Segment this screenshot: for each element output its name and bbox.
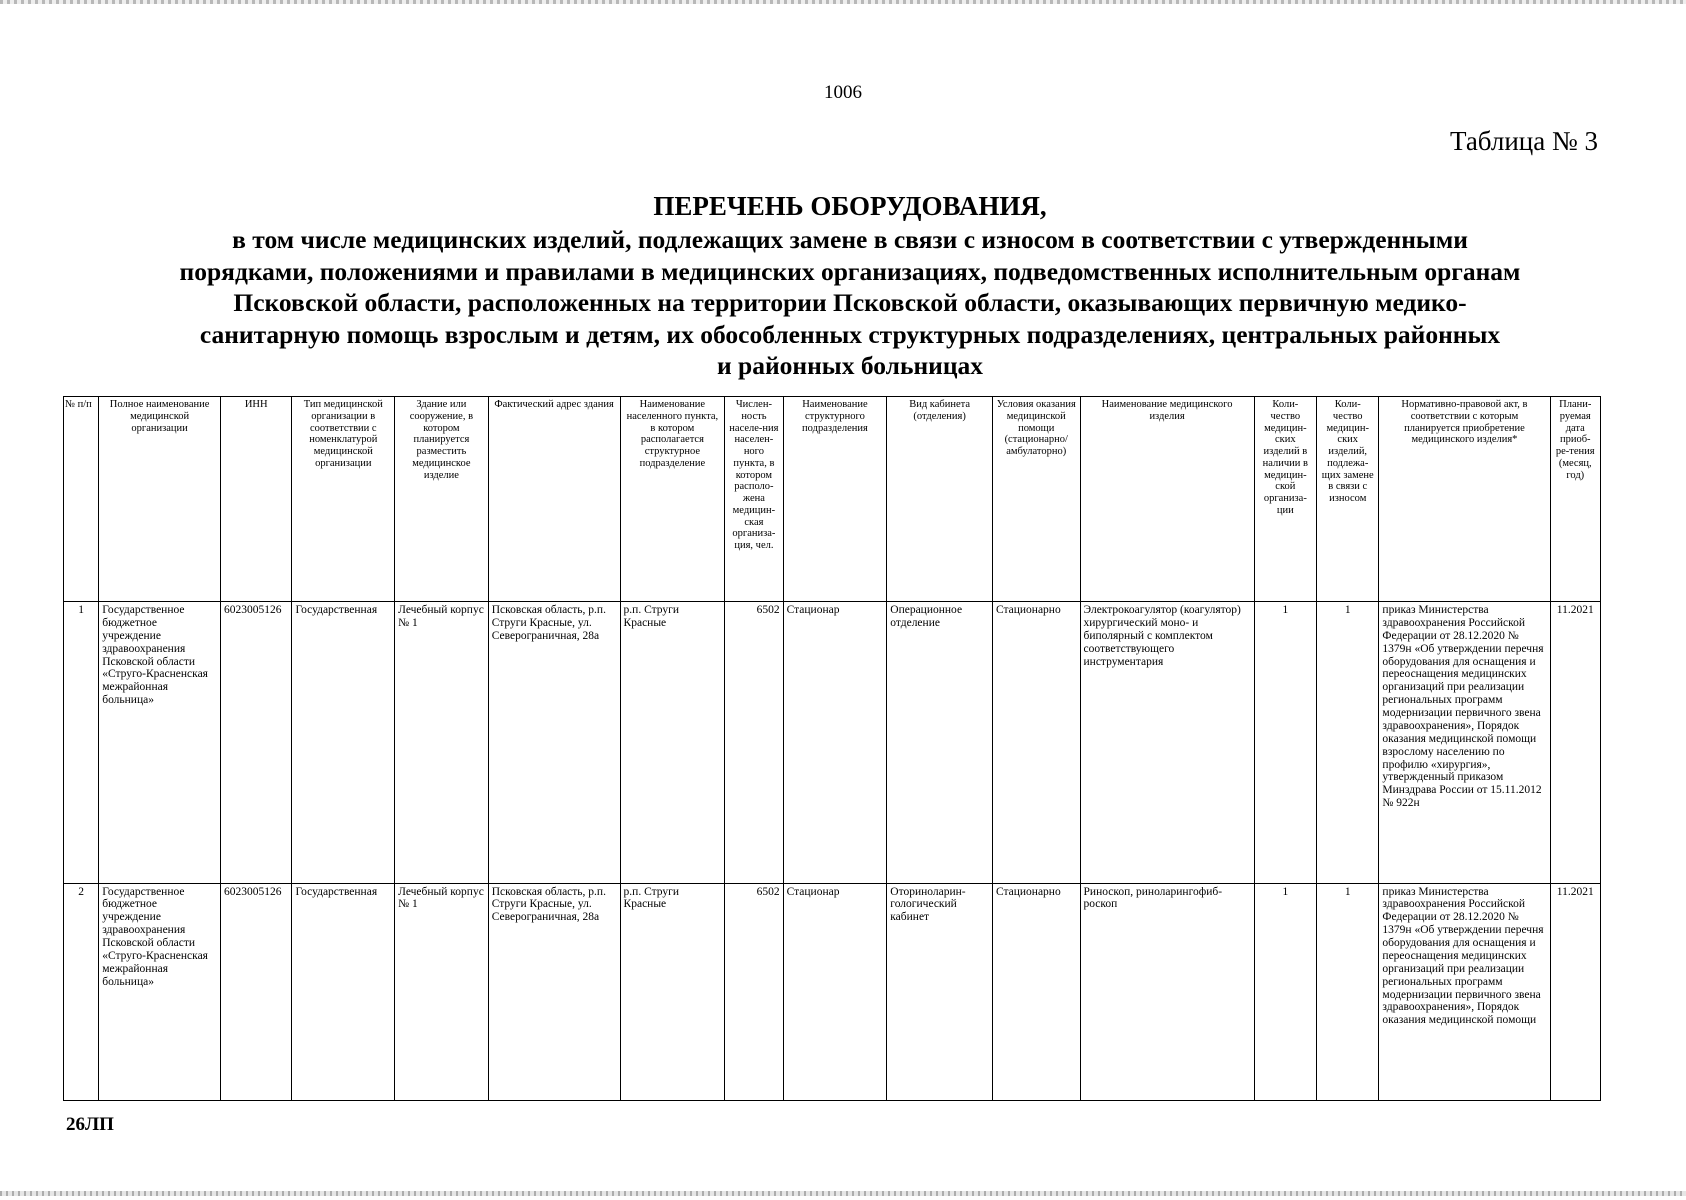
cell-room-type: Операционное отделение xyxy=(887,602,993,884)
column-header-quantity-available: Коли-чество медицин-ских изделий в наличии в медицин-ской организа-ции xyxy=(1254,397,1316,602)
column-header-inn: ИНН xyxy=(221,397,292,602)
column-header-number: № п/п xyxy=(64,397,99,602)
column-header-planned-date: Плани-руемая дата приоб-ре-тения (месяц, год) xyxy=(1550,397,1600,602)
document-title: ПЕРЕЧЕНЬ ОБОРУДОВАНИЯ, xyxy=(653,191,1047,221)
column-header-address: Фактический адрес здания xyxy=(488,397,620,602)
cell-quantity-available: 1 xyxy=(1254,883,1316,1100)
cell-legal-act: приказ Министерства здравоохранения Российской Федерации от 28.12.2020 № 1379н «Об утверждении перечня оборудования для оснащения и переоснащения медицинских организаций при реализации региональных программ модернизации первичного звена здравоохранения», Порядок оказания медицинской помощи xyxy=(1379,883,1550,1100)
subtitle-line: санитарную помощь взрослым и детям, их обособленных структурных подразделениях, центральных районных xyxy=(199,319,1501,349)
cell-room-type: Оториноларин-гологический кабинет xyxy=(887,883,993,1100)
table-label: Таблица № 3 xyxy=(1450,126,1598,156)
cell-organization: Государственное бюджетное учреждение здравоохранения Псковской области «Струго-Красненская межрайонная больница» xyxy=(99,602,221,884)
subtitle-line: и районных больницах xyxy=(716,351,984,380)
column-header-room-type: Вид кабинета (отделения) xyxy=(887,397,993,602)
page-number: 1006 xyxy=(824,82,862,103)
column-header-care-conditions: Условия оказания медицинской помощи (стационарно/ амбулаторно) xyxy=(992,397,1080,602)
column-header-legal-act: Нормативно-правовой акт, в соответствии с которым планируется приобретение медицинского изделия* xyxy=(1379,397,1550,602)
column-header-population: Числен-ность населе-ния населен-ного пункта, в котором располо-жена медицин-ская организа-ция, чел. xyxy=(725,397,783,602)
table-row xyxy=(64,602,1601,884)
cell-settlement: р.п. Струги Красные xyxy=(620,883,725,1100)
subtitle-line: Псковской области, расположенных на территории Псковской области, оказывающих первичную медико- xyxy=(233,288,1467,317)
cell-number: 2 xyxy=(64,883,99,1100)
scan-edge-top xyxy=(0,0,1686,4)
subtitle-line: порядками, положениями и правилами в медицинских организациях, подведомственных исполнительным органам xyxy=(179,256,1521,286)
cell-planned-date: 11.2021 xyxy=(1550,883,1600,1100)
column-header-org-type: Тип медицинской организации в соответствии с номенклатурой медицинской организации xyxy=(292,397,395,602)
cell-subdivision: Стационар xyxy=(783,602,887,884)
cell-care-conditions: Стационарно xyxy=(992,602,1080,884)
cell-organization: Государственное бюджетное учреждение здравоохранения Псковской области «Струго-Красненская межрайонная больница» xyxy=(99,883,221,1100)
column-header-organization: Полное наименование медицинской организации xyxy=(99,397,221,602)
cell-org-type: Государственная xyxy=(292,602,395,884)
cell-device-name: Риноскоп, риноларингофиб-роскоп xyxy=(1080,883,1254,1100)
cell-inn: 6023005126 xyxy=(221,883,292,1100)
column-header-building: Здание или сооружение, в котором планируется разместить медицинское изделие xyxy=(395,397,489,602)
column-header-settlement: Наименование населенного пункта, в котором располагается структурное подразделение xyxy=(620,397,725,602)
cell-device-name: Электрокоагулятор (коагулятор) хирургический моно- и биполярный с комплектом соответствующего инструментария xyxy=(1080,602,1254,884)
cell-quantity-replace: 1 xyxy=(1317,602,1379,884)
cell-population: 6502 xyxy=(725,883,783,1100)
column-header-device-name: Наименование медицинского изделия xyxy=(1080,397,1254,602)
column-header-subdivision: Наименование структурного подразделения xyxy=(783,397,887,602)
cell-legal-act: приказ Министерства здравоохранения Российской Федерации от 28.12.2020 № 1379н «Об утверждении перечня оборудования для оснащения и переоснащения медицинских организаций при реализации региональных программ модернизации первичного звена здравоохранения», Порядок оказания медицинской помощи взрослому населению по профилю «хирургия», утвержденный приказом Минздрава России от 15.11.2012 № 922н xyxy=(1379,602,1550,884)
cell-settlement: р.п. Струги Красные xyxy=(620,602,725,884)
cell-inn: 6023005126 xyxy=(221,602,292,884)
scan-edge-bottom xyxy=(0,1191,1686,1196)
cell-quantity-available: 1 xyxy=(1254,602,1316,884)
document-subtitle xyxy=(70,224,1630,382)
cell-org-type: Государственная xyxy=(292,883,395,1100)
cell-building: Лечебный корпус № 1 xyxy=(395,602,489,884)
column-header-quantity-replace: Коли-чество медицин-ских изделий, подлежа-щих замене в связи с износом xyxy=(1317,397,1379,602)
cell-number: 1 xyxy=(64,602,99,884)
equipment-table xyxy=(63,396,1601,1101)
footer-code: 26ЛП xyxy=(66,1114,114,1135)
subtitle-line: в том числе медицинских изделий, подлежащих замене в связи с износом в соответствии с утвержденными xyxy=(232,225,1468,254)
table-row xyxy=(64,883,1601,1100)
cell-subdivision: Стационар xyxy=(783,883,887,1100)
cell-population: 6502 xyxy=(725,602,783,884)
cell-care-conditions: Стационарно xyxy=(992,883,1080,1100)
table-header-row xyxy=(64,397,1601,602)
cell-building: Лечебный корпус № 1 xyxy=(395,883,489,1100)
cell-address: Псковская область, р.п. Струги Красные, ул. Северограничная, 28а xyxy=(488,602,620,884)
cell-address: Псковская область, р.п. Струги Красные, ул. Северограничная, 28а xyxy=(488,883,620,1100)
cell-quantity-replace: 1 xyxy=(1317,883,1379,1100)
cell-planned-date: 11.2021 xyxy=(1550,602,1600,884)
